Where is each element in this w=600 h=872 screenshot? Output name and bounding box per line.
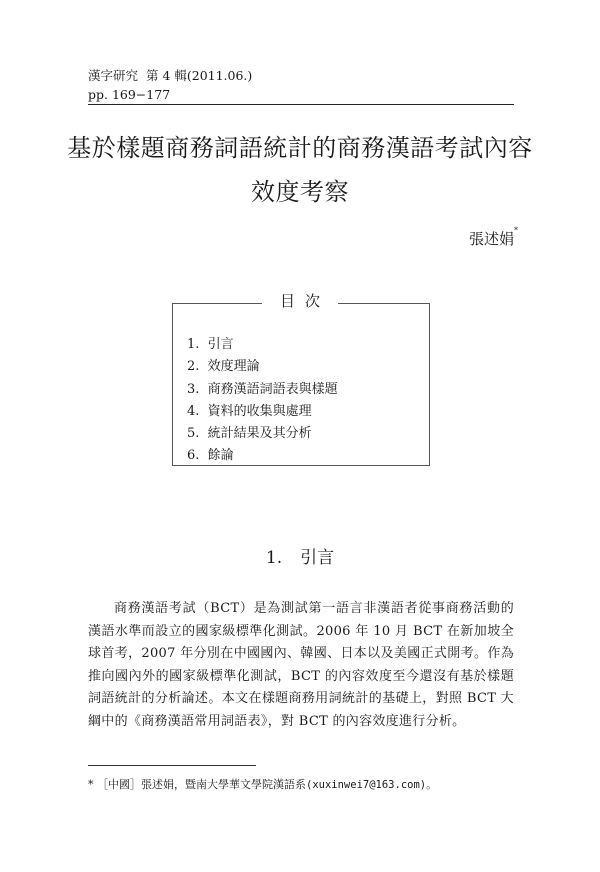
journal-header bbox=[88, 66, 252, 104]
section-title: 引言 bbox=[300, 548, 335, 568]
toc-item-label: 商務漢語詞語表與樣題 bbox=[207, 381, 338, 397]
footnote-rule bbox=[88, 765, 256, 766]
page-range: pp. 169−177 bbox=[88, 87, 171, 102]
journal-line bbox=[88, 66, 252, 85]
section-heading bbox=[0, 543, 600, 568]
toc-item bbox=[187, 379, 338, 401]
toc-item-num: 4. bbox=[187, 403, 200, 419]
author bbox=[469, 228, 518, 249]
toc-item-label: 統計結果及其分析 bbox=[207, 426, 312, 442]
section-number: 1. bbox=[265, 548, 283, 568]
author-name: 張述娟 bbox=[468, 230, 514, 248]
toc-item-label: 資料的收集與處理 bbox=[207, 403, 312, 419]
journal-issue: 第 4 輯(2011.06.) bbox=[145, 68, 253, 83]
toc-item bbox=[187, 423, 338, 445]
header-rule bbox=[88, 104, 514, 105]
toc-item-num: 5. bbox=[187, 426, 200, 442]
toc-item-num: 3. bbox=[187, 381, 200, 397]
toc-item bbox=[187, 334, 338, 356]
author-footnote-mark: * bbox=[514, 226, 518, 235]
footnote-mark: * bbox=[88, 778, 94, 791]
toc-heading: 目次 bbox=[262, 290, 338, 311]
footnote bbox=[88, 777, 437, 793]
toc-item-label: 餘論 bbox=[207, 448, 234, 464]
footnote-email: (xuxinwei7@163.com) bbox=[306, 779, 427, 791]
toc-item-label: 效度理論 bbox=[207, 359, 260, 375]
toc-item bbox=[187, 356, 338, 378]
toc-item-label: 引言 bbox=[207, 337, 234, 352]
toc-list bbox=[187, 334, 338, 468]
toc-item-num: 6. bbox=[187, 448, 200, 464]
toc-item bbox=[187, 401, 338, 423]
paper-title-line1: 基於樣題商務詞語統計的商務漢語考試內容 bbox=[67, 134, 533, 162]
toc-item-num: 2. bbox=[187, 359, 200, 375]
footnote-end: 。 bbox=[426, 778, 438, 791]
toc-item-num: 1. bbox=[187, 337, 200, 352]
paper-title-line2: 效度考察 bbox=[251, 178, 349, 206]
toc-item bbox=[187, 445, 338, 467]
intro-paragraph: 商務漢語考試（BCT）是為測試第一語言非漢語者從事商務活動的漢語水準而設立的國家級標準化測試。2006 年 10 月 BCT 在新加坡全球首考，2007 年分別在中國國內、韓國、日本以及美國正式開考。作為推向國內外的國家級標準化測試，BCT 的內容效度至今還沒有基於樣題詞語統計的分析論述。本文在樣題商務用詞統計的基礎上，對照 BCT 大綱中的《商務漢語常用詞語表》，對 BCT 的內容效度進行分析。 bbox=[88, 601, 514, 729]
footnote-text: ［中國］張述娟，暨南大學華文學院漢語系 bbox=[97, 778, 306, 791]
journal-name: 漢字研究 bbox=[88, 68, 139, 83]
